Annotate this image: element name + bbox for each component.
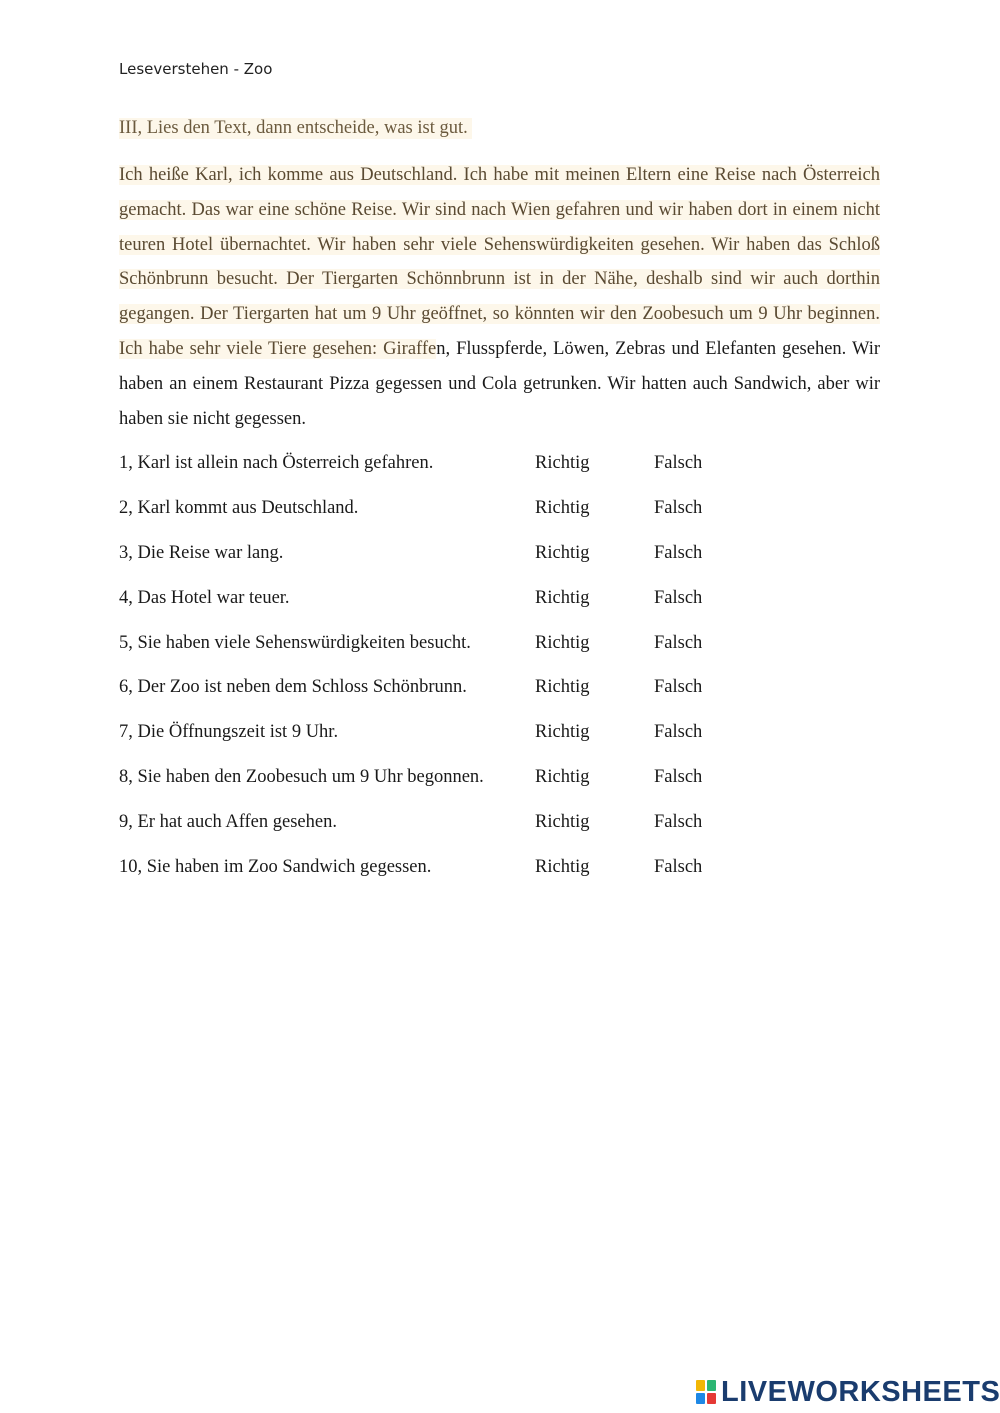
passage-highlighted-text: Ich heiße Karl, ich komme aus Deutschland. Ich habe mit meinen Eltern eine Reise nach Österreich gemacht. Das war eine schöne Reise. Wir sind nach Wien gefahren und wir haben dort in einem nicht teuren Hotel übernachtet. Wir haben sehr viele Sehenswürdigkeiten gesehen. Wir haben das Schloß Schönbrunn besucht. Der Tiergarten Schönnbrunn ist in der Nähe, deshalb sind wir auch dorthin gegangen. Der Tiergarten hat um 9 Uhr geöffnet, so könnten wir den Zoobesuch um 9 Uhr beginnen. Ich habe sehr viele Tiere gesehen: Giraffe [119,165,880,359]
task-instruction: III, Lies den Text, dann entscheide, was ist gut. [119,118,472,139]
question-text: 4, Das Hotel war teuer. [119,587,290,608]
question-text: 2, Karl kommt aus Deutschland. [119,497,359,518]
logo-tile [707,1393,716,1404]
question-text: 6, Der Zoo ist neben dem Schloss Schönbrunn. [119,677,467,698]
question-text: 9, Er hat auch Affen gesehen. [119,812,337,833]
logo-tile [707,1380,716,1391]
answer-falsch[interactable]: Falsch [654,453,703,473]
logo-text: LIVEWORKSHEETS [721,1376,1000,1408]
logo-tile [696,1380,705,1391]
answer-richtig[interactable]: Richtig [535,453,590,473]
answer-falsch[interactable]: Falsch [654,767,703,788]
question-text: 5, Sie haben viele Sehenswürdigkeiten besucht. [119,632,471,653]
reading-passage [119,158,880,436]
question-text: 10, Sie haben im Zoo Sandwich gegessen. [119,857,432,878]
answer-richtig[interactable]: Richtig [535,677,590,698]
logo-tile [696,1393,705,1404]
liveworksheets-logo [696,1376,1000,1409]
liveworksheets-logo-icon [696,1380,718,1406]
answer-falsch[interactable]: Falsch [654,722,703,743]
answer-richtig[interactable]: Richtig [535,497,590,518]
page-header-title: Leseverstehen - Zoo [119,60,273,78]
answer-falsch[interactable]: Falsch [654,677,703,698]
question-text: 8, Sie haben den Zoobesuch um 9 Uhr begonnen. [119,767,484,788]
answer-richtig[interactable]: Richtig [535,542,590,563]
answer-richtig[interactable]: Richtig [535,767,590,788]
answer-falsch[interactable]: Falsch [654,587,703,608]
answer-richtig[interactable]: Richtig [535,857,590,878]
question-text: 7, Die Öffnungszeit ist 9 Uhr. [119,722,339,743]
answer-falsch[interactable]: Falsch [654,632,703,653]
answer-falsch[interactable]: Falsch [654,542,703,563]
answer-richtig[interactable]: Richtig [535,632,590,653]
question-text: 1, Karl ist allein nach Österreich gefahren. [119,453,434,473]
answer-falsch[interactable]: Falsch [654,497,703,518]
question-text: 3, Die Reise war lang. [119,542,284,563]
answer-falsch[interactable]: Falsch [654,812,703,833]
answer-falsch[interactable]: Falsch [654,857,703,878]
answer-richtig[interactable]: Richtig [535,722,590,743]
passage-plain-text: n, Flusspferde, Löwen, Zebras und Elefanten gesehen. Wir haben an einem Restaurant Pizza gegessen und Cola getrunken. Wir hatten auch Sandwich, aber wir haben sie nicht gegessen. [119,338,880,429]
answer-richtig[interactable]: Richtig [535,812,590,833]
answer-richtig[interactable]: Richtig [535,587,590,608]
